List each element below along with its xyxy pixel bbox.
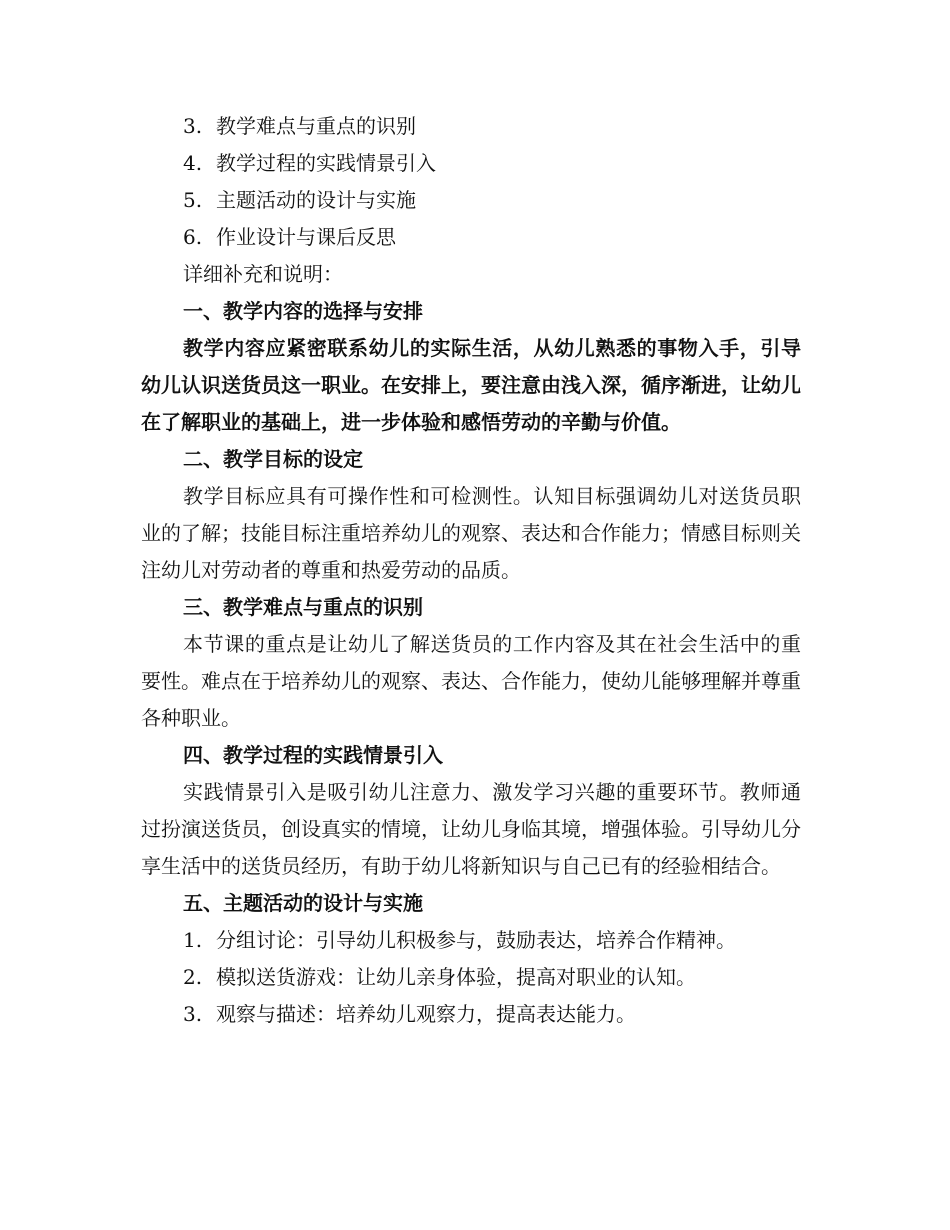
list-item xyxy=(141,182,801,219)
document-page xyxy=(141,108,801,1033)
list-item xyxy=(141,959,801,996)
section-heading-4: 四、教学过程的实践情景引入 xyxy=(183,743,443,767)
supplement-label: 详细补充和说明： xyxy=(183,262,343,286)
list-text: 教学过程的实践情景引入 xyxy=(216,151,436,175)
list-text: 观察与描述：培养幼儿观察力，提高表达能力。 xyxy=(216,1002,636,1026)
list-number: 2. xyxy=(183,965,203,989)
list-text: 模拟送货游戏：让幼儿亲身体验，提高对职业的认知。 xyxy=(216,965,696,989)
list-item xyxy=(141,219,801,256)
section-body-2: 教学目标应具有可操作性和可检测性。认知目标强调幼儿对送货员职业的了解；技能目标注重培养幼儿的观察、表达和合作能力；情感目标则关注幼儿对劳动者的尊重和热爱劳动的品质。 xyxy=(141,484,801,582)
section-heading-5: 五、主题活动的设计与实施 xyxy=(183,891,423,915)
section-body-3: 本节课的重点是让幼儿了解送货员的工作内容及其在社会生活中的重要性。难点在于培养幼儿的观察、表达、合作能力，使幼儿能够理解并尊重各种职业。 xyxy=(141,632,801,730)
list-item xyxy=(141,922,801,959)
list-number: 4. xyxy=(183,151,203,175)
list-text: 作业设计与课后反思 xyxy=(216,225,396,249)
list-number: 6. xyxy=(183,225,203,249)
list-number: 1. xyxy=(183,928,203,952)
section-body-4: 实践情景引入是吸引幼儿注意力、激发学习兴趣的重要环节。教师通过扮演送货员，创设真实的情境，让幼儿身临其境，增强体验。引导幼儿分享生活中的送货员经历，有助于幼儿将新知识与自己已有的经验相结合。 xyxy=(141,780,801,878)
list-item xyxy=(141,996,801,1033)
list-number: 5. xyxy=(183,188,203,212)
section-body-1: 教学内容应紧密联系幼儿的实际生活，从幼儿熟悉的事物入手，引导幼儿认识送货员这一职业。在安排上，要注意由浅入深，循序渐进，让幼儿在了解职业的基础上，进一步体验和感悟劳动的辛勤与价值。 xyxy=(141,336,801,434)
list-number: 3. xyxy=(183,114,203,138)
list-text: 分组讨论：引导幼儿积极参与，鼓励表达，培养合作精神。 xyxy=(216,928,736,952)
list-text: 教学难点与重点的识别 xyxy=(216,114,416,138)
list-number: 3. xyxy=(183,1002,203,1026)
list-item xyxy=(141,108,801,145)
section-heading-1: 一、教学内容的选择与安排 xyxy=(183,299,423,323)
list-item xyxy=(141,145,801,182)
section-heading-3: 三、教学难点与重点的识别 xyxy=(183,595,423,619)
list-text: 主题活动的设计与实施 xyxy=(216,188,416,212)
section-heading-2: 二、教学目标的设定 xyxy=(183,447,363,471)
